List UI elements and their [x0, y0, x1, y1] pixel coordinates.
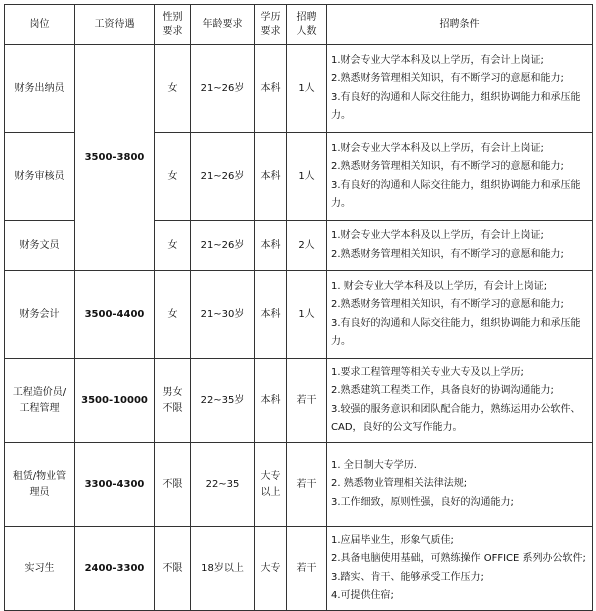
education-cell: 本科: [255, 133, 287, 221]
headcount-cell: 1人: [287, 45, 327, 133]
position-cell: 财务审核员: [5, 133, 75, 221]
headcount-cell: 1人: [287, 133, 327, 221]
header-position: 岗位: [5, 5, 75, 45]
requirement-line: 2.熟悉财务管理相关知识，有不断学习的意愿和能力;: [331, 299, 564, 310]
salary-cell: 2400-3300: [75, 527, 155, 611]
position-cell: 租赁/物业管理员: [5, 443, 75, 527]
headcount-cell: 1人: [287, 271, 327, 359]
education-cell: 本科: [255, 221, 287, 271]
requirements-cell: [327, 527, 593, 611]
requirement-line: 3.有良好的沟通和人际交往能力，组织协调能力和承压能力。: [331, 317, 581, 347]
requirement-line: 1.应届毕业生，形象气质佳;: [331, 534, 454, 546]
salary-cell: 3500-4400: [75, 271, 155, 359]
header-row: [5, 5, 593, 45]
position-cell: 财务会计: [5, 271, 75, 359]
table-row: [5, 443, 593, 527]
education-cell: 本科: [255, 45, 287, 133]
requirement-line: 2.熟悉财务管理相关知识，有不断学习的意愿和能力;: [331, 161, 564, 172]
requirement-line: 2.具备电脑使用基础，可熟练操作 OFFICE 系列办公软件;: [331, 553, 586, 564]
requirement-line: 1.要求工程管理等相关专业大专及以上学历;: [331, 366, 524, 378]
education-cell: 本科: [255, 271, 287, 359]
headcount-cell: 若干: [287, 527, 327, 611]
education-cell: 本科: [255, 359, 287, 443]
salary-cell: 3500-10000: [75, 359, 155, 443]
table-row: [5, 271, 593, 359]
gender-cell: 不限: [155, 443, 191, 527]
recruitment-table: [4, 4, 593, 611]
age-cell: 21~30岁: [191, 271, 255, 359]
requirement-line: 3.有良好的沟通和人际交往能力，组织协调能力和承压能力。: [331, 91, 581, 121]
requirement-line: 4.可提供住宿;: [331, 590, 394, 601]
requirements-cell: [327, 133, 593, 221]
age-cell: 21~26岁: [191, 133, 255, 221]
headcount-cell: 若干: [287, 443, 327, 527]
gender-cell: 女: [155, 271, 191, 359]
header-headcount: 招聘 人数: [287, 5, 327, 45]
gender-cell: 男女不限: [155, 359, 191, 443]
requirement-line: 2.熟悉财务管理相关知识，有不断学习的意愿和能力;: [331, 73, 564, 84]
requirement-line: 1.财会专业大学本科及以上学历，有会计上岗证;: [331, 142, 544, 154]
gender-cell: 女: [155, 133, 191, 221]
requirement-line: 2.熟悉建筑工程类工作，具备良好的协调沟通能力;: [331, 385, 554, 396]
requirement-line: 2.熟悉财务管理相关知识，有不断学习的意愿和能力;: [331, 248, 564, 260]
header-age: 年龄要求: [191, 5, 255, 45]
requirement-line: 1. 财会专业大学本科及以上学历，有会计上岗证;: [331, 280, 548, 292]
age-cell: 21~26岁: [191, 45, 255, 133]
position-cell: 财务文员: [5, 221, 75, 271]
age-cell: 21~26岁: [191, 221, 255, 271]
requirements-cell: [327, 221, 593, 271]
education-cell: 大专: [255, 527, 287, 611]
requirement-line: 1. 全日制大专学历.: [331, 459, 417, 471]
header-gender: 性别 要求: [155, 5, 191, 45]
requirement-line: 3.踏实、肯干、能够承受工作压力;: [331, 571, 484, 583]
position-cell: 财务出纳员: [5, 45, 75, 133]
table-row: [5, 527, 593, 611]
headcount-cell: 2人: [287, 221, 327, 271]
requirement-line: 1.财会专业大学本科及以上学历，有会计上岗证;: [331, 54, 544, 66]
header-requirements: 招聘条件: [327, 5, 593, 45]
requirement-line: 3.有良好的沟通和人际交往能力，组织协调能力和承压能力。: [331, 179, 581, 209]
age-cell: 22~35: [191, 443, 255, 527]
age-cell: 22~35岁: [191, 359, 255, 443]
requirement-line: 3.较强的服务意识和团队配合能力，熟练运用办公软件、CAD，良好的公文写作能力。: [331, 403, 581, 433]
requirements-cell: [327, 359, 593, 443]
headcount-cell: 若干: [287, 359, 327, 443]
requirement-line: 1.财会专业大学本科及以上学历，有会计上岗证;: [331, 230, 544, 241]
position-cell: 实习生: [5, 527, 75, 611]
table-row: [5, 45, 593, 133]
age-cell: 18岁以上: [191, 527, 255, 611]
education-cell: 大专以上: [255, 443, 287, 527]
gender-cell: 女: [155, 221, 191, 271]
requirements-cell: [327, 271, 593, 359]
salary-cell: 3300-4300: [75, 443, 155, 527]
position-cell: 工程造价员/工程管理: [5, 359, 75, 443]
header-education: 学历 要求: [255, 5, 287, 45]
gender-cell: 不限: [155, 527, 191, 611]
table-row: [5, 359, 593, 443]
salary-cell: 3500-3800: [75, 45, 155, 271]
header-salary: 工资待遇: [75, 5, 155, 45]
requirement-line: 2. 熟悉物业管理相关法律法规;: [331, 478, 468, 490]
gender-cell: 女: [155, 45, 191, 133]
requirement-line: 3.工作细致，原则性强，良好的沟通能力;: [331, 496, 514, 508]
requirements-cell: [327, 45, 593, 133]
requirements-cell: [327, 443, 593, 527]
